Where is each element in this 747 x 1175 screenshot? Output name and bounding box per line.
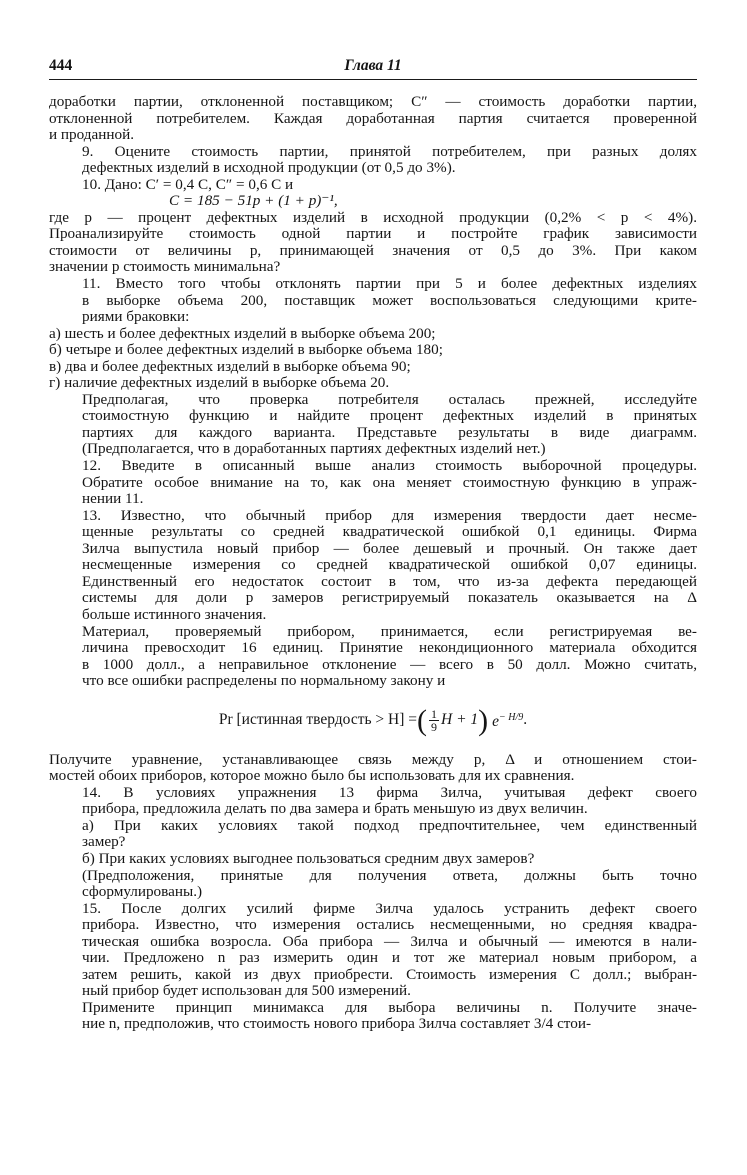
probability-formula (49, 696, 697, 746)
text-line: прибора. Известно, что измерения остались несмещенными, но средняя квадра- (82, 916, 697, 934)
paragraph-p10b (49, 210, 697, 276)
text-line: затем решить, какой из двух приобрести. Стоимость измерения C долл.; выбран- (82, 965, 697, 983)
formula-numerator: 1 (431, 707, 437, 722)
text-line: 13. Известно, что обычный прибор для измерения твердости дает несме- (82, 506, 697, 524)
text-line: партиях для каждого варианта. Представьте результаты в виде диаграмм. (82, 423, 697, 441)
paragraph-p11 (49, 276, 697, 326)
text-line: 11. Вместо того чтобы отклонять партии при 5 и более дефектных изделиях (82, 275, 697, 293)
text-line: что все ошибки распределены по нормальному закону и (82, 672, 446, 690)
text-line: дефектных изделий в исходной продукции (от 0,5 до 3%). (82, 159, 456, 177)
paragraph-p0 (49, 94, 697, 144)
text-line: риями браковки: (82, 308, 190, 326)
text-line: стоимостную функцию и найдите процент дефектных изделий в принятых (82, 407, 697, 425)
paragraph-p15 (49, 901, 697, 1000)
text-line: и проданной. (49, 126, 135, 144)
text-line: системы для доли p замеров регистрируемый показатель оказывается на Δ (82, 589, 697, 607)
paragraph-p12 (49, 458, 697, 508)
text-line: значении p стоимость минимальна? (49, 258, 281, 276)
text-line: 9. Оцените стоимость партии, принятой потребителем, при разных долях (82, 142, 697, 160)
paragraph-p11d (49, 375, 697, 392)
text-line: личина превосходит 16 единиц. Принятие некондиционного материала обходится (82, 639, 697, 657)
text-line: Материал, проверяемый прибором, принимается, если регистрируемая ве- (82, 622, 697, 640)
formula-paren-close: ) (478, 703, 489, 737)
paragraph-p10eq (49, 193, 697, 210)
formula-paren-open: ( (417, 703, 427, 737)
formula-exp (492, 710, 523, 731)
text-line: нении 11. (82, 490, 144, 508)
text-line: мостей обоих приборов, которое можно было бы использовать для их сравнения. (49, 767, 575, 785)
text-line: Примените принцип минимакса для выбора величины n. Получите значе- (82, 998, 697, 1016)
paragraph-p9 (49, 144, 697, 177)
formula-fraction (429, 708, 439, 733)
header-rule (49, 79, 697, 80)
text-line: Проанализируйте стоимость одной партии и постройте график зависимости (49, 225, 697, 243)
chapter-title: Глава 11 (344, 57, 402, 74)
text-line: Единственный его недостаток состоит в том, что из-за дефекта передающей (82, 572, 697, 590)
text-line: тическая ошибка возросла. Оба прибора — Зилча и обычный — имеются в нали- (82, 932, 697, 950)
text-line: чии. Предложено n раз измерить один и тот же материал новым прибором, а (82, 949, 697, 967)
text-line: 12. Введите в описанный выше анализ стоимость выборочной процедуры. (82, 457, 697, 475)
paragraph-p11b (49, 342, 697, 359)
paragraph-p14b (49, 851, 697, 868)
page-body (49, 94, 697, 1033)
text-line: (Предположения, принятые для получения ответа, должны быть точно (82, 866, 697, 884)
text-line: 10. Дано: C′ = 0,4 C, C″ = 0,6 C и (82, 175, 294, 193)
text-line: C = 185 − 51p + (1 + p)⁻¹, (169, 192, 338, 210)
paragraph-p14 (49, 785, 697, 818)
text-line: Получите уравнение, устанавливающее связь между p, Δ и отношением стои- (49, 750, 697, 768)
paragraph-p13 (49, 508, 697, 624)
text-line: ние n, предположив, что стоимость нового прибора Зилча составляет 3/4 стои- (82, 1015, 592, 1033)
paragraph-p11e (49, 392, 697, 458)
text-line: Предполагая, что проверка потребителя осталась прежней, исследуйте (82, 390, 697, 408)
text-line: где p — процент дефектных изделий в исходной продукции (0,2% < p < 4%). (49, 208, 697, 226)
page-header (49, 55, 697, 79)
text-line: 14. В условиях упражнения 13 фирма Зилча, учитывая дефект своего (82, 783, 697, 801)
paragraph-p10a (49, 177, 697, 194)
formula-inner: H + 1 (441, 711, 479, 729)
text-line: г) наличие дефектных изделий в выборке объема 20. (49, 374, 390, 392)
text-line: в 1000 долл., а неправильное отклонение — всего в 50 долл. Можно считать, (82, 655, 697, 673)
text-line: в) два и более дефектных изделий в выборке объема 90; (49, 357, 411, 375)
text-line: больше истинного значения. (82, 605, 267, 623)
text-line: ный прибор будет использован для 500 измерений. (82, 982, 411, 1000)
text-line: щенные результаты со средней квадратической ошибкой 0,1 единицы. Фирма (82, 523, 697, 541)
paragraph-p11a (49, 326, 697, 343)
paragraph-p11c (49, 359, 697, 376)
text-line: Зилча выпустила новый прибор — более дешевый и прочный. Он также дает (82, 539, 697, 557)
text-line: в выборке объема 200, поставщик может воспользоваться следующими крите- (82, 291, 697, 309)
paragraph-p13c (49, 752, 697, 785)
text-line: Обратите особое внимание на то, как она меняет стоимостную функцию в упраж- (82, 473, 697, 491)
text-line: б) четыре и более дефектных изделий в выборке объема 180; (49, 341, 443, 359)
text-line: отклоненной потребителем. Каждая доработанная партия считается проверенной (49, 109, 697, 127)
formula-exponent: − H/9 (499, 712, 524, 724)
formula-lhs: Pr [истинная твердость > H] = (218, 711, 417, 729)
paragraph-p13b (49, 624, 697, 690)
text-line: сформулированы.) (82, 883, 203, 901)
page-number: 444 (49, 57, 73, 74)
text-line: несмещенные измерения со средней квадратической ошибкой 0,07 единицы. (82, 556, 697, 574)
formula-tail: . (523, 711, 528, 729)
text-line: стоимости от величины p, принимающей значения от 0,5 до 3%. При каком (49, 241, 697, 259)
text-line: а) При каких условиях такой подход предпочтительнее, чем единственный (82, 816, 697, 834)
text-line: доработки партии, отклоненной поставщиком; C″ — стоимость доработки партии, (49, 93, 697, 110)
paragraph-p14a (49, 818, 697, 851)
formula-exp-base: e (492, 713, 500, 731)
paragraph-p14c (49, 868, 697, 901)
text-line: а) шесть и более дефектных изделий в выборке объема 200; (49, 324, 436, 342)
paragraph-p15b (49, 1000, 697, 1033)
text-line: замер? (82, 833, 126, 851)
text-line: прибора, предложила делать по два замера и брать меньшую из двух величин. (82, 800, 588, 818)
text-line: (Предполагается, что в доработанных партиях дефектных изделий нет.) (82, 440, 546, 458)
text-line: 15. После долгих усилий фирме Зилча удалось устранить дефект своего (82, 899, 697, 917)
text-line: б) При каких условиях выгоднее пользоваться средним двух замеров? (82, 849, 535, 867)
formula-denominator: 9 (431, 720, 437, 735)
